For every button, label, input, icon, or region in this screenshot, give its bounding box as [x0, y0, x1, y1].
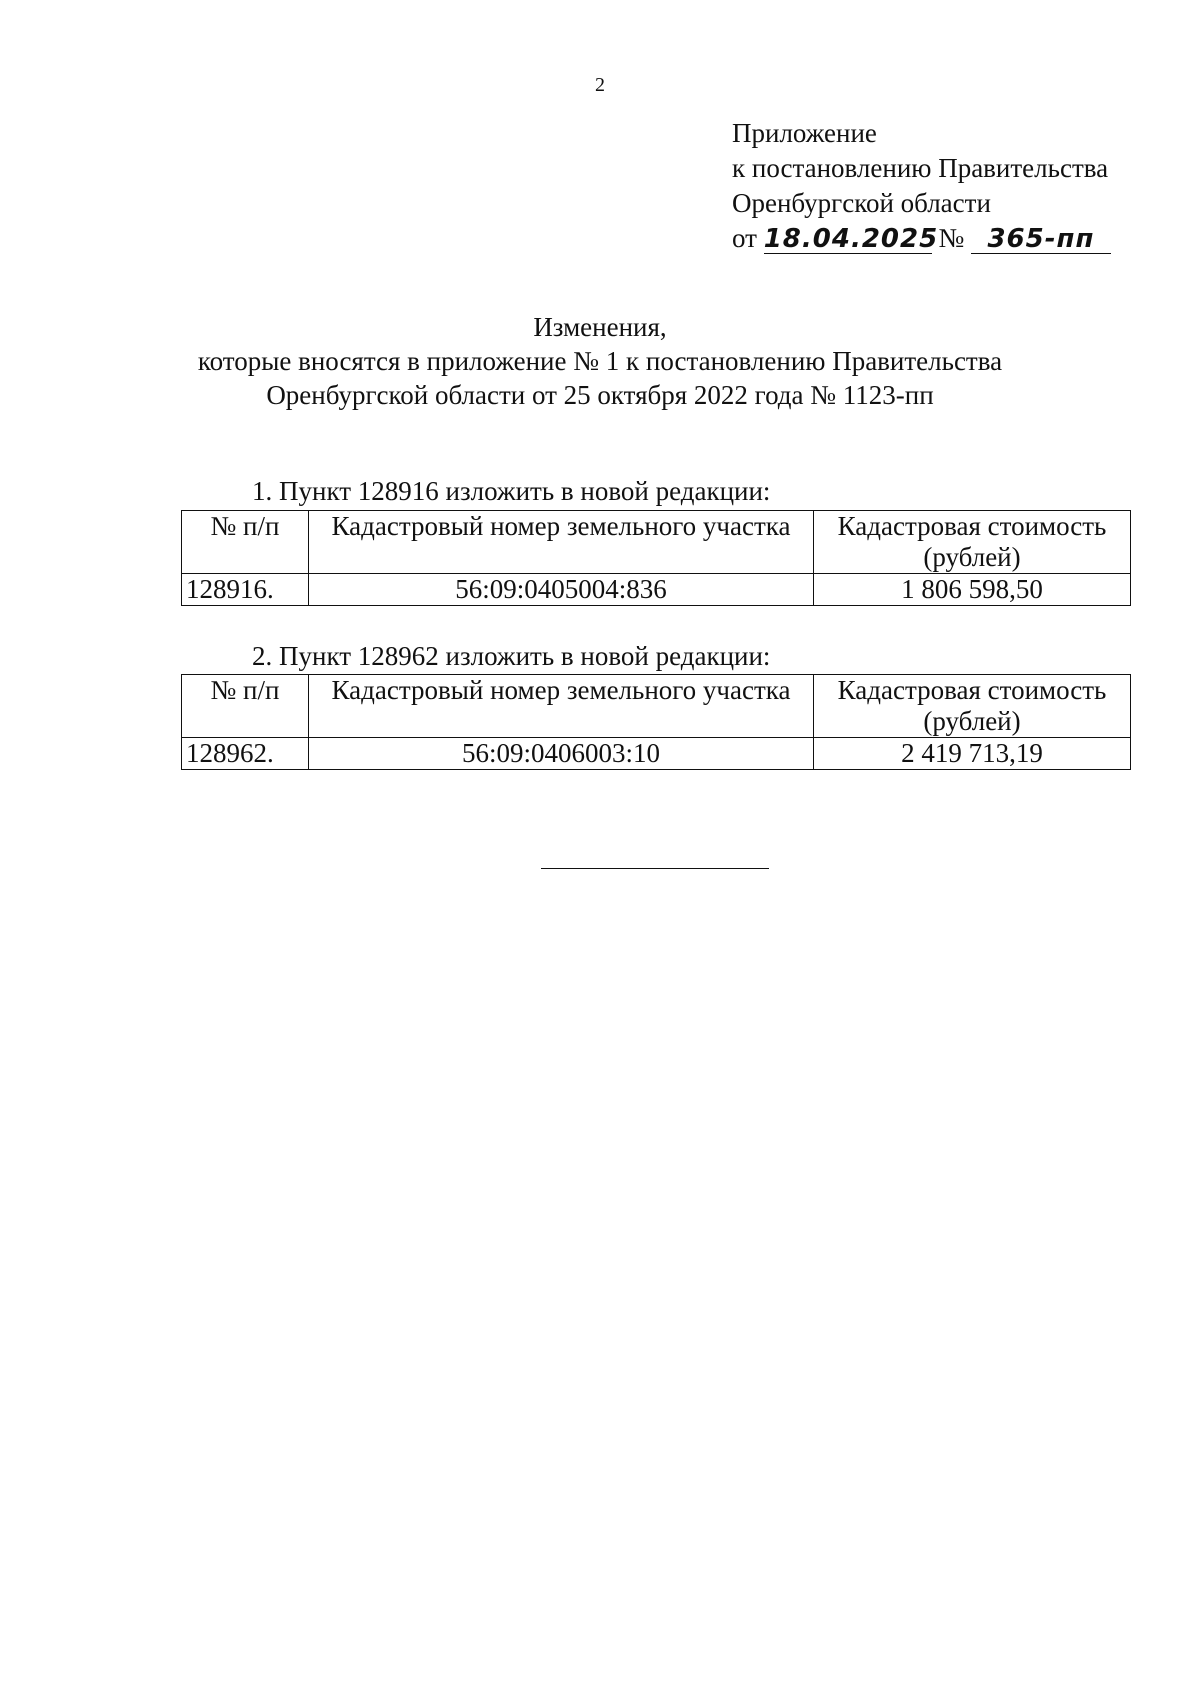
document-title — [0, 310, 1200, 412]
row-cadastral-number: 56:09:0406003:10 — [309, 738, 814, 770]
title-line-2: которые вносятся в приложение № 1 к постановлению Правительства — [197, 346, 1003, 376]
row-index: 128962. — [182, 738, 309, 770]
appendix-line-2: к постановлению Правительства — [732, 153, 1109, 183]
handwritten-date: 18.04.2025 — [763, 224, 939, 254]
appendix-block — [732, 116, 1111, 256]
header-cadastral-number: Кадастровый номер земельного участка — [309, 511, 814, 574]
header-index: № п/п — [182, 511, 309, 574]
row-index: 128916. — [182, 574, 309, 606]
header-cadastral-value — [814, 675, 1131, 738]
row-cadastral-value: 1 806 598,50 — [814, 574, 1131, 606]
header-cadastral-number: Кадастровый номер земельного участка — [309, 675, 814, 738]
number-prefix: № — [938, 223, 965, 253]
table-row — [182, 574, 1131, 606]
appendix-line-1: Приложение — [732, 118, 877, 148]
clause-1-heading: 1. Пункт 128916 изложить в новой редакции: — [252, 476, 771, 506]
table-header-row — [182, 675, 1131, 738]
date-prefix: от — [732, 223, 757, 253]
page-number: 2 — [595, 74, 605, 96]
table-header-row — [182, 511, 1131, 574]
end-divider — [541, 868, 769, 869]
title-line-3: Оренбургской области от 25 октября 2022 года № 1123-пп — [266, 380, 934, 410]
header-value-line-1: Кадастровая стоимость — [837, 675, 1107, 705]
clause-2-heading: 2. Пункт 128962 изложить в новой редакции: — [252, 641, 771, 671]
header-cadastral-value — [814, 511, 1131, 574]
appendix-date-line — [732, 221, 1111, 256]
title-line-1: Изменения, — [533, 312, 667, 342]
clause-2-table — [181, 674, 1131, 770]
header-value-line-1: Кадастровая стоимость — [837, 511, 1107, 541]
header-index: № п/п — [182, 675, 309, 738]
header-value-line-2: (рублей) — [923, 542, 1021, 572]
handwritten-number: 365-пп — [971, 225, 1111, 254]
header-value-line-2: (рублей) — [923, 706, 1021, 736]
row-cadastral-value: 2 419 713,19 — [814, 738, 1131, 770]
clause-1-table — [181, 510, 1131, 606]
table-row — [182, 738, 1131, 770]
appendix-line-3: Оренбургской области — [732, 188, 991, 218]
row-cadastral-number: 56:09:0405004:836 — [309, 574, 814, 606]
